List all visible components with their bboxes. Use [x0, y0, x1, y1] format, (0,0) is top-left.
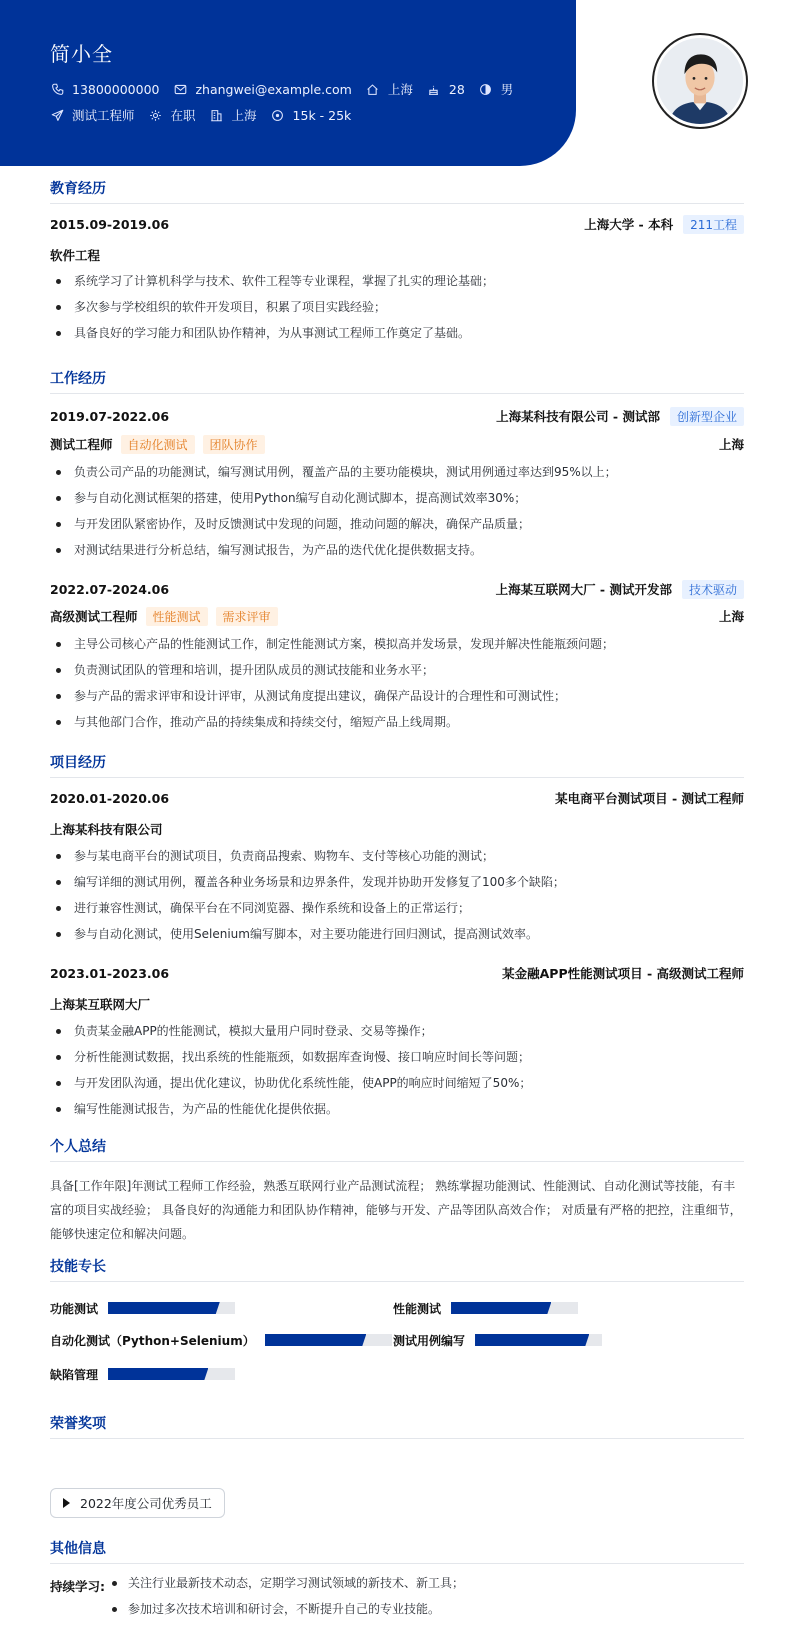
job-2-company-group [496, 580, 744, 599]
section-title-skills: 技能专长 [50, 1256, 744, 1282]
hometown-item [366, 80, 413, 98]
job-2-role: 高级测试工程师 [50, 609, 138, 624]
age-text: 28 [448, 81, 465, 97]
section-title-awards: 荣誉奖项 [50, 1413, 744, 1439]
avatar-photo [657, 38, 743, 124]
list-item: 参与某电商平台的测试项目，负责商品搜索、购物车、支付等核心功能的测试； [50, 843, 744, 869]
list-item: 关注行业最新技术动态，定期学习测试领域的新技术、新工具； [112, 1570, 464, 1596]
skill-label: 缺陷管理 [50, 1367, 99, 1382]
city-item [210, 106, 257, 124]
skill-label: 功能测试 [50, 1301, 99, 1316]
list-item: 负责某金融APP的性能测试，模拟大量用户同时登录、交易等操作； [50, 1018, 744, 1044]
job-1-company-group [496, 407, 744, 426]
list-item: 分析性能测试数据，找出系统的性能瓶颈，如数据库查询慢、接口响应时间长等问题； [50, 1044, 744, 1070]
education-school: 上海大学 - 本科 [584, 217, 674, 232]
phone-text: 13800000000 [72, 81, 160, 97]
cake-icon [427, 82, 441, 96]
skill-item [50, 1298, 235, 1318]
skill-label: 性能测试 [393, 1301, 442, 1316]
section-title-education: 教育经历 [50, 178, 744, 204]
other-bullets [112, 1570, 464, 1622]
list-item: 编写详细的测试用例，覆盖各种业务场景和边界条件，发现并协助开发修复了100多个缺陷； [50, 869, 744, 895]
skill-bar-fill [451, 1302, 551, 1314]
list-item: 参与产品的需求评审和设计评审，从测试角度提出建议，确保产品设计的合理性和可测试性； [50, 683, 744, 709]
job-1-company: 上海某科技有限公司 - 测试部 [496, 409, 660, 424]
job-2-role-group [50, 607, 278, 626]
skill-bar-fill [108, 1368, 208, 1380]
settings-icon [149, 108, 163, 122]
salary-item [271, 108, 352, 123]
list-item: 系统学习了计算机科学与技术、软件工程等专业课程，掌握了扎实的理论基础； [50, 268, 744, 294]
section-title-work: 工作经历 [50, 368, 744, 394]
project-2-header [50, 962, 744, 984]
gender-text: 男 [500, 82, 514, 97]
project-1-date: 2020.01-2020.06 [50, 790, 170, 806]
list-item: 与开发团队紧密协作，及时反馈测试中发现的问题，推动问题的解决，确保产品质量； [50, 511, 744, 537]
list-item: 多次参与学校组织的软件开发项目，积累了项目实践经验； [50, 294, 744, 320]
list-item: 参与自动化测试框架的搭建，使用Python编写自动化测试脚本，提高测试效率30%； [50, 485, 744, 511]
summary-line: 能够快速定位和解决问题。 [50, 1227, 195, 1241]
skill-label: 测试用例编写 [393, 1333, 466, 1348]
resume-header [0, 0, 576, 166]
project-2-company: 上海某互联网大厂 [50, 997, 151, 1012]
award-text: 2022年度公司优秀员工 [80, 1496, 212, 1511]
job-1-bullets [50, 459, 744, 563]
list-item: 具备良好的学习能力和团队协作精神，为从事测试工程师工作奠定了基础。 [50, 320, 744, 346]
status-text: 在职 [170, 108, 196, 123]
gender-icon [479, 82, 493, 96]
skill-bar-fill [108, 1302, 220, 1314]
skill-bar [108, 1302, 235, 1314]
job-1-role-group [50, 435, 265, 454]
skill-label: 自动化测试（Python+Selenium） [50, 1333, 255, 1348]
project-1-name: 某电商平台测试项目 - 测试工程师 [555, 791, 744, 806]
position-item [50, 106, 135, 124]
summary-line: 具备[工作年限]年测试工程师工作经验，熟悉互联网行业产品测试流程； 熟练掌握功能测试、性能测试、自动化测试等技能，有丰 [50, 1179, 736, 1193]
job-1-location: 上海 [718, 437, 744, 452]
job-2-skill-tag: 需求评审 [216, 607, 278, 626]
play-triangle-icon [63, 1498, 70, 1508]
skill-item [393, 1330, 602, 1350]
phone-icon [50, 82, 64, 96]
project-2-bullets [50, 1018, 744, 1122]
section-title-other: 其他信息 [50, 1538, 744, 1564]
job-2-location: 上海 [718, 609, 744, 624]
skill-item [50, 1330, 392, 1350]
contact-row [50, 80, 527, 98]
job-2-bullets [50, 631, 744, 735]
job-2-company: 上海某互联网大厂 - 测试开发部 [495, 582, 672, 597]
job-1-date: 2019.07-2022.06 [50, 408, 170, 424]
phone-item [50, 82, 159, 97]
list-item: 负责公司产品的功能测试，编写测试用例，覆盖产品的主要功能模块，测试用例通过率达到95%以上； [50, 459, 744, 485]
email-item [173, 82, 351, 97]
project-2-date: 2023.01-2023.06 [50, 965, 170, 981]
education-school-group [584, 215, 744, 234]
list-item: 编写性能测试报告，为产品的性能优化提供依据。 [50, 1096, 744, 1122]
salary-text: 15k - 25k [292, 107, 352, 123]
position-text: 测试工程师 [72, 108, 135, 123]
skill-bar-fill [475, 1334, 589, 1346]
building-icon [210, 108, 224, 122]
list-item: 与开发团队沟通，提出优化建议，协助优化系统性能，使APP的响应时间缩短了50%； [50, 1070, 744, 1096]
skill-bar [265, 1334, 392, 1346]
job-2-company-tag: 技术驱动 [682, 580, 744, 599]
email-icon [173, 82, 187, 96]
education-bullets [50, 268, 744, 346]
job-1-skill-tag: 团队协作 [203, 435, 265, 454]
job-info-row [50, 106, 365, 124]
job-1-skill-tag: 自动化测试 [121, 435, 195, 454]
job-2-skill-tag: 性能测试 [146, 607, 208, 626]
age-item [427, 82, 465, 97]
job-2-header [50, 578, 744, 600]
education-major: 软件工程 [50, 248, 101, 263]
section-title-summary: 个人总结 [50, 1136, 744, 1162]
candidate-name: 简小全 [50, 42, 113, 66]
email-text: zhangwei@example.com [195, 81, 352, 97]
list-item: 与其他部门合作，推动产品的持续集成和持续交付，缩短产品上线周期。 [50, 709, 744, 735]
job-2-role-row [50, 605, 744, 627]
summary-text [50, 1174, 744, 1246]
project-1-header [50, 787, 744, 809]
skill-bar [475, 1334, 602, 1346]
status-item [149, 106, 196, 124]
job-1-role-row [50, 433, 744, 455]
project-2-name: 某金融APP性能测试项目 - 高级测试工程师 [502, 966, 744, 981]
coin-icon [271, 108, 285, 122]
list-item: 进行兼容性测试，确保平台在不同浏览器、操作系统和设备上的正常运行； [50, 895, 744, 921]
hometown-text: 上海 [387, 82, 413, 97]
project-1-company: 上海某科技有限公司 [50, 822, 163, 837]
other-label: 持续学习: [50, 1579, 105, 1594]
list-item: 主导公司核心产品的性能测试工作，制定性能测试方案，模拟高并发场景，发现并解决性能瓶颈问题； [50, 631, 744, 657]
job-1-company-tag: 创新型企业 [670, 407, 744, 426]
list-item: 负责测试团队的管理和培训，提升团队成员的测试技能和业务水平； [50, 657, 744, 683]
job-2-date: 2022.07-2024.06 [50, 581, 170, 597]
job-1-role: 测试工程师 [50, 437, 113, 452]
education-date: 2015.09-2019.06 [50, 216, 170, 232]
skill-bar-fill [265, 1334, 367, 1346]
list-item: 参加过多次技术培训和研讨会，不断提升自己的专业技能。 [112, 1596, 464, 1622]
skill-item [393, 1298, 578, 1318]
education-row [50, 213, 744, 235]
section-title-projects: 项目经历 [50, 752, 744, 778]
send-icon [50, 108, 64, 122]
skill-bar [108, 1368, 235, 1380]
job-1-header [50, 405, 744, 427]
gender-item [479, 80, 514, 98]
award-item [50, 1488, 225, 1518]
list-item: 对测试结果进行分析总结，编写测试报告，为产品的迭代优化提供数据支持。 [50, 537, 744, 563]
skill-item [50, 1364, 235, 1384]
skill-bar [451, 1302, 578, 1314]
avatar [652, 33, 748, 129]
education-tag: 211工程 [683, 215, 744, 234]
summary-line: 富的项目实战经验； 具备良好的沟通能力和团队协作精神，能够与开发、产品等团队高效合作； 对质量有严格的把控，注重细节， [50, 1203, 742, 1217]
city-text: 上海 [231, 108, 257, 123]
project-1-bullets [50, 843, 744, 947]
home-icon [366, 82, 380, 96]
list-item: 参与自动化测试，使用Selenium编写脚本，对主要功能进行回归测试，提高测试效率。 [50, 921, 744, 947]
